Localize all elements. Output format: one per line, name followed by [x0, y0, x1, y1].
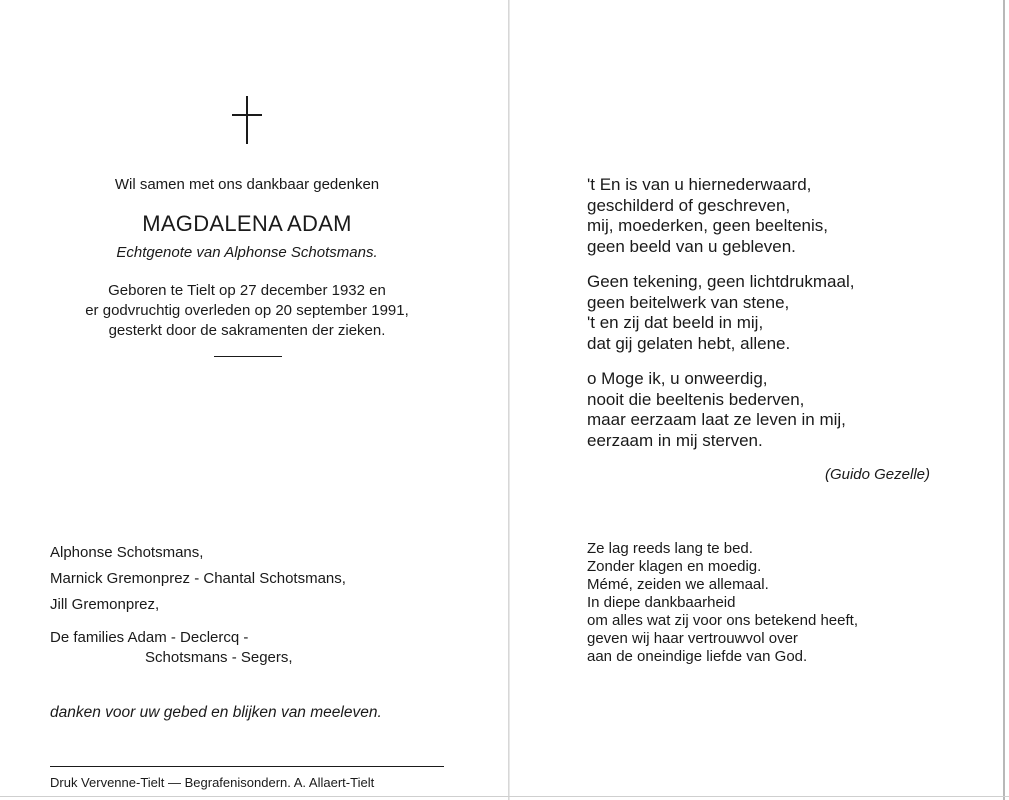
- poem-attribution: (Guido Gezelle): [824, 466, 930, 483]
- center-fold: [508, 0, 510, 800]
- poem-line: maar eerzaam laat ze leven in mij,: [587, 410, 846, 429]
- intro-text: Wil samen met ons dankbaar gedenken: [114, 176, 380, 193]
- families-line: De families Adam - Declercq -: [50, 629, 249, 646]
- printer-credit: Druk Vervenne-Tielt — Begrafenisondern. A. Allaert-Tielt: [50, 775, 375, 790]
- families-line-continued: Schotsmans - Segers,: [145, 649, 293, 666]
- card-edge: [1003, 0, 1005, 800]
- prose-line: om alles wat zij voor ons betekend heeft,: [587, 612, 858, 629]
- poem-stanza: [587, 272, 854, 354]
- cross-icon: [232, 96, 262, 144]
- death-line: er godvruchtig overleden op 20 september 1991,: [85, 302, 409, 319]
- poem-line: 't En is van u hiernederwaard,: [587, 175, 812, 194]
- family-member: Alphonse Schotsmans,: [50, 544, 204, 561]
- prose-line: Mémé, zeiden we allemaal.: [587, 576, 769, 593]
- poem-line: geschilderd of geschreven,: [587, 195, 791, 215]
- right-page: [516, 0, 1003, 800]
- prose-line: geven wij haar vertrouwvol over: [587, 630, 798, 647]
- left-page: [0, 0, 500, 800]
- poem: [587, 175, 854, 466]
- poem-line: dat gij gelaten hebt, allene.: [587, 333, 791, 353]
- poem-line: o Moge ik, u onweerdig,: [587, 369, 768, 388]
- poem-line: nooit die beeltenis bederven,: [587, 389, 805, 409]
- prose-line: In diepe dankbaarheid: [587, 594, 736, 611]
- prose-line: Ze lag reeds lang te bed.: [587, 540, 753, 557]
- footer-divider: [50, 766, 444, 767]
- poem-line: Geen tekening, geen lichtdrukmaal,: [587, 272, 855, 291]
- poem-stanza: [587, 175, 854, 257]
- birth-death-text: [40, 281, 454, 341]
- poem-stanza: [587, 369, 854, 451]
- poem-line: geen beeld van u gebleven.: [587, 236, 796, 256]
- poem-line: 't en zij dat beeld in mij,: [587, 313, 764, 332]
- sacraments-line: gesterkt door de sakramenten der zieken.: [108, 322, 386, 339]
- family-list: [50, 540, 346, 668]
- poem-line: mij, moederken, geen beeltenis,: [587, 216, 828, 235]
- family-member: Jill Gremonprez,: [50, 596, 160, 613]
- divider: [214, 356, 282, 357]
- family-member: Marnick Gremonprez - Chantal Schotsmans,: [50, 570, 346, 587]
- deceased-name: MAGDALENA ADAM: [142, 211, 352, 236]
- spouse-line: Echtgenote van Alphonse Schotsmans.: [116, 244, 378, 261]
- thanks-text: danken voor uw gebed en blijken van meeleven.: [50, 704, 382, 721]
- prose-line: Zonder klagen en moedig.: [587, 558, 762, 575]
- prose-line: aan de oneindige liefde van God.: [587, 648, 808, 665]
- poem-line: geen beitelwerk van stene,: [587, 292, 790, 312]
- poem-line: eerzaam in mij sterven.: [587, 430, 763, 450]
- prose-text: [587, 540, 858, 666]
- birth-line: Geboren te Tielt op 27 december 1932 en: [108, 282, 386, 299]
